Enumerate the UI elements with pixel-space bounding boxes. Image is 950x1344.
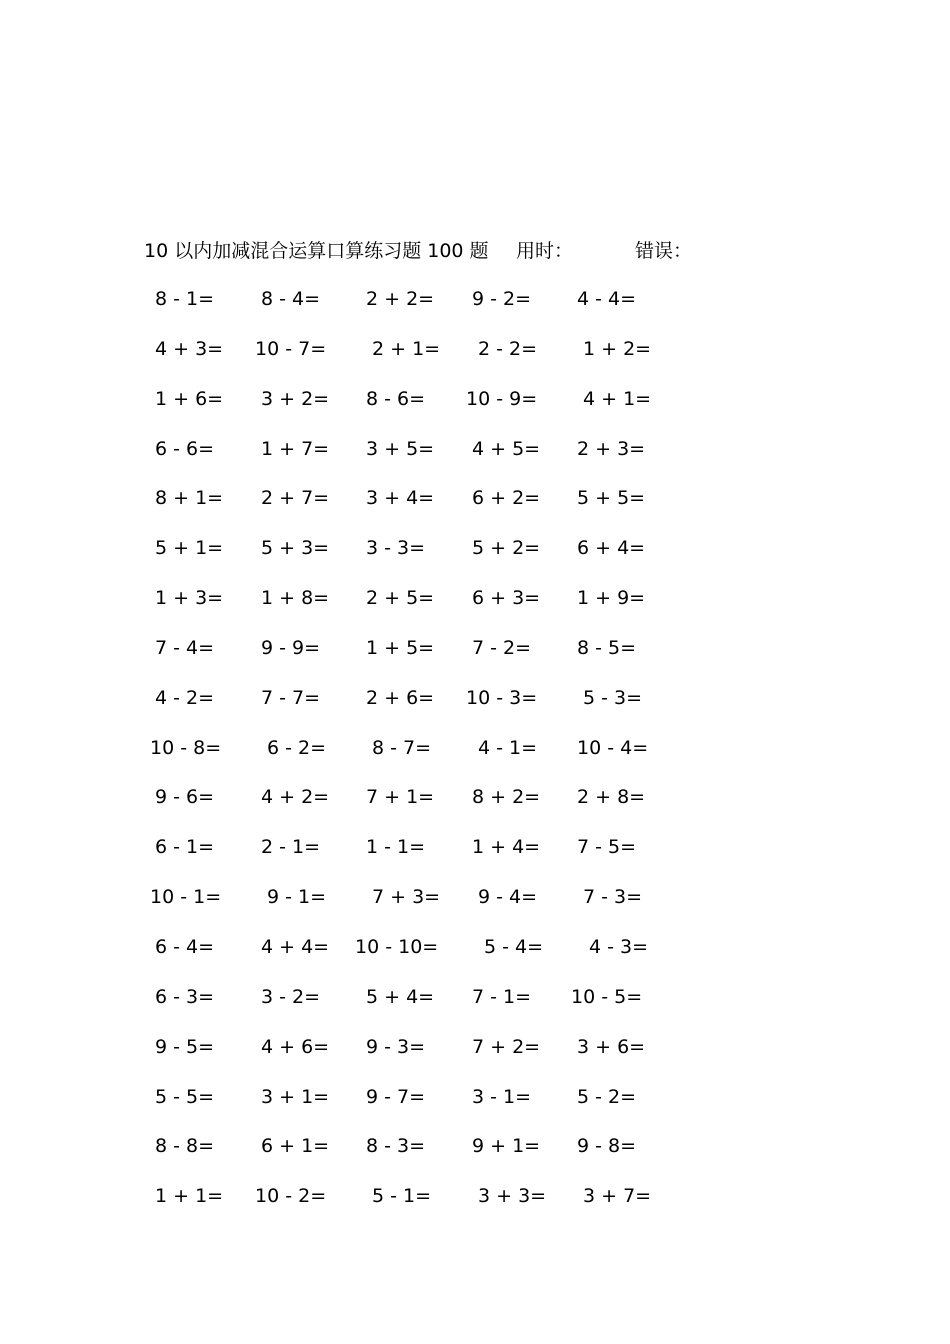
problem-item: 3 + 6= (577, 1035, 646, 1058)
problem-item: 9 - 8= (577, 1135, 637, 1158)
problem-item: 8 - 4= (261, 288, 321, 310)
problem-item: 8 - 8= (155, 1135, 215, 1158)
problem-item: 10 - 2= (255, 1185, 327, 1208)
problem-item: 3 + 5= (366, 437, 435, 460)
problem-item: 1 + 7= (261, 437, 330, 460)
problem-item: 9 - 6= (155, 786, 215, 809)
problem-item: 9 - 1= (267, 886, 327, 909)
problem-row (0, 534, 950, 584)
problem-item: 7 - 3= (583, 886, 643, 909)
problem-item: 8 + 1= (155, 487, 224, 510)
problem-item: 2 + 7= (261, 487, 330, 510)
problem-item: 4 + 3= (155, 337, 224, 360)
problem-item: 10 - 9= (466, 387, 538, 410)
problem-item: 6 - 3= (155, 985, 215, 1008)
problem-item: 1 + 1= (155, 1185, 224, 1208)
problem-item: 6 - 2= (267, 736, 327, 759)
problem-row (0, 285, 950, 335)
problem-item: 2 + 8= (577, 786, 646, 809)
problem-row (0, 1182, 950, 1232)
problem-item: 4 - 4= (577, 288, 637, 310)
problem-item: 8 - 3= (366, 1135, 426, 1158)
problem-item: 8 - 7= (372, 736, 432, 759)
problem-item: 5 - 5= (155, 1085, 215, 1108)
problem-row (0, 1033, 950, 1083)
problem-item: 6 - 1= (155, 836, 215, 859)
problem-item: 7 + 2= (472, 1035, 541, 1058)
problem-item: 5 + 2= (472, 537, 541, 560)
problem-item: 3 - 2= (261, 985, 321, 1008)
error-count-label: 错误： (635, 240, 693, 262)
problem-item: 3 + 2= (261, 387, 330, 410)
problem-row (0, 933, 950, 983)
problem-item: 4 - 3= (589, 935, 649, 958)
problem-item: 3 + 1= (261, 1085, 330, 1108)
problem-item: 4 - 2= (155, 686, 215, 709)
problem-item: 2 + 5= (366, 587, 435, 610)
problem-row (0, 783, 950, 833)
problem-item: 7 + 3= (372, 886, 441, 909)
problem-item: 2 - 1= (261, 836, 321, 859)
problem-item: 1 - 1= (366, 836, 426, 859)
problem-item: 7 - 2= (472, 636, 532, 659)
problem-item: 9 - 7= (366, 1085, 426, 1108)
problem-item: 7 - 1= (472, 985, 532, 1008)
problem-item: 8 + 2= (472, 786, 541, 809)
problem-item: 3 + 3= (478, 1185, 547, 1208)
problem-item: 5 - 3= (583, 686, 643, 709)
problem-item: 10 - 7= (255, 337, 327, 360)
problem-item: 6 - 4= (155, 935, 215, 958)
problem-item: 2 - 2= (478, 337, 538, 360)
problem-item: 9 - 3= (366, 1035, 426, 1058)
problem-item: 5 + 3= (261, 537, 330, 560)
problem-item: 10 - 10= (355, 935, 439, 958)
problem-item: 5 - 1= (372, 1185, 432, 1208)
problem-item: 1 + 4= (472, 836, 541, 859)
problem-item: 7 - 7= (261, 686, 321, 709)
problem-item: 7 + 1= (366, 786, 435, 809)
problem-item: 6 + 1= (261, 1135, 330, 1158)
problem-item: 1 + 6= (155, 387, 224, 410)
time-used-label: 用时： (516, 240, 574, 262)
problem-row (0, 385, 950, 435)
problem-row (0, 335, 950, 385)
problem-item: 4 + 5= (472, 437, 541, 460)
problem-item: 2 + 3= (577, 437, 646, 460)
problem-item: 10 - 1= (150, 886, 222, 909)
problem-row (0, 833, 950, 883)
problem-row (0, 584, 950, 634)
problem-row (0, 983, 950, 1033)
problem-row (0, 484, 950, 534)
problem-item: 10 - 8= (150, 736, 222, 759)
problem-item: 4 + 2= (261, 786, 330, 809)
problem-item: 6 - 6= (155, 437, 215, 460)
problem-item: 10 - 5= (571, 985, 643, 1008)
problem-item: 4 + 4= (261, 935, 330, 958)
problem-item: 5 - 4= (484, 935, 544, 958)
problem-item: 4 + 6= (261, 1035, 330, 1058)
problem-item: 2 + 6= (366, 686, 435, 709)
problem-item: 9 - 9= (261, 636, 321, 659)
problem-row (0, 634, 950, 684)
problem-row (0, 883, 950, 933)
problem-item: 5 - 2= (577, 1085, 637, 1108)
problem-item: 4 + 1= (583, 387, 652, 410)
problem-item: 7 - 4= (155, 636, 215, 659)
problem-item: 1 + 9= (577, 587, 646, 610)
problem-item: 1 + 5= (366, 636, 435, 659)
problem-item: 8 - 5= (577, 636, 637, 659)
problem-item: 6 + 2= (472, 487, 541, 510)
problem-item: 5 + 5= (577, 487, 646, 510)
problem-item: 8 - 1= (155, 288, 215, 310)
problem-item: 9 - 4= (478, 886, 538, 909)
problem-item: 6 + 4= (577, 537, 646, 560)
problem-item: 8 - 6= (366, 387, 426, 410)
problem-item: 9 - 2= (472, 288, 532, 310)
problem-item: 10 - 4= (577, 736, 649, 759)
problem-item: 3 - 3= (366, 537, 426, 560)
problem-row (0, 684, 950, 734)
problem-item: 7 - 5= (577, 836, 637, 859)
problem-item: 9 - 5= (155, 1035, 215, 1058)
problem-row (0, 734, 950, 784)
problem-item: 5 + 4= (366, 985, 435, 1008)
problem-item: 10 - 3= (466, 686, 538, 709)
problem-item: 3 + 4= (366, 487, 435, 510)
problem-item: 2 + 2= (366, 288, 435, 310)
problem-item: 2 + 1= (372, 337, 441, 360)
problem-item: 3 + 7= (583, 1185, 652, 1208)
problem-item: 3 - 1= (472, 1085, 532, 1108)
problem-row (0, 1132, 950, 1182)
problem-row (0, 1083, 950, 1133)
worksheet-title: 10 以内加减混合运算口算练习题 100 题 (144, 240, 489, 262)
problem-item: 1 + 2= (583, 337, 652, 360)
problem-grid (0, 285, 950, 1232)
problem-item: 1 + 3= (155, 587, 224, 610)
problem-row (0, 435, 950, 485)
problem-item: 1 + 8= (261, 587, 330, 610)
problem-item: 5 + 1= (155, 537, 224, 560)
problem-item: 9 + 1= (472, 1135, 541, 1158)
problem-item: 6 + 3= (472, 587, 541, 610)
problem-item: 4 - 1= (478, 736, 538, 759)
